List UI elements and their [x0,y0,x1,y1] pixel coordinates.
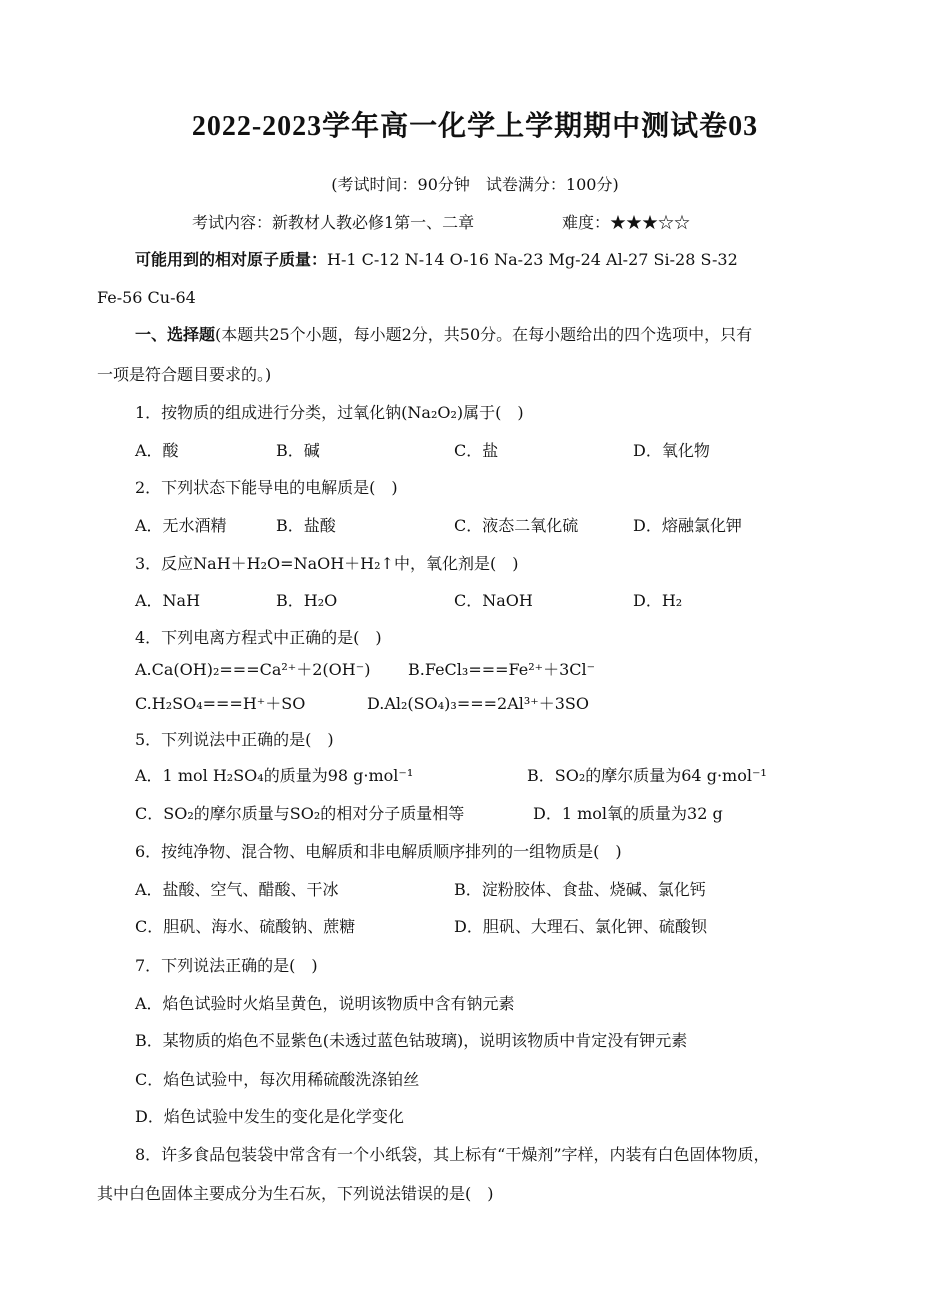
question-6-option-d: D．胆矾、大理石、氯化钾、硫酸钡 [454,917,707,936]
question-7-stem: 7．下列说法正确的是( ) [135,956,318,975]
question-1-option-b: B．碱 [276,441,320,460]
question-8-stem: 8．许多食品包装袋中常含有一个小纸袋，其上标有“干燥剂”字样，内装有白色固体物质， [135,1145,770,1164]
section-heading: 一、选择题 [135,325,216,344]
exam-content-scope: 考试内容：新教材人教必修1第一、二章 [192,213,475,232]
question-1-option-c: C．盐 [454,441,499,460]
question-1-stem: 1．按物质的组成进行分类，过氧化钠(Na₂O₂)属于( ) [135,403,524,422]
question-4-option-b: B.FeCl₃===Fe²⁺＋3Cl⁻ [408,660,596,679]
section-heading-line [135,324,752,346]
question-3-option-a: A．NaH [135,591,201,610]
section-description-2: 一项是符合题目要求的。) [97,365,272,384]
question-4-option-c: C.H₂SO₄===H⁺＋SO [135,694,306,713]
exam-time-info: (考试时间：90分钟 试卷满分：100分) [331,175,619,194]
question-5-option-c: C．SO₂的摩尔质量与SO₂的相对分子质量相等 [135,804,465,823]
question-2-option-a: A．无水酒精 [135,516,227,535]
exam-title: 2022-2023学年高一化学上学期期中测试卷03 [191,111,759,142]
atomic-mass-values-2: Fe-56 Cu-64 [97,288,196,307]
question-2-option-b: B．盐酸 [276,516,336,535]
question-1-option-a: A．酸 [135,441,179,460]
atomic-mass-values: H-1 C-12 N-14 O-16 Na-23 Mg-24 Al-27 Si-28 S-32 [327,250,738,269]
question-2-option-d: D．熔融氯化钾 [633,516,742,535]
section-description: (本题共25个小题，每小题2分，共50分。在每小题给出的四个选项中，只有 [215,325,753,344]
question-4-option-d: D.Al₂(SO₄)₃===2Al³⁺＋3SO [367,694,590,713]
question-7-option-b: B．某物质的焰色不显紫色(未透过蓝色钴玻璃)，说明该物质中肯定没有钾元素 [135,1031,688,1050]
question-1-option-d: D．氧化物 [633,441,710,460]
question-6-option-c: C．胆矾、海水、硫酸钠、蔗糖 [135,917,356,936]
atomic-mass-line [135,249,738,271]
question-7-option-a: A．焰色试验时火焰呈黄色，说明该物质中含有钠元素 [135,994,515,1013]
question-3-option-b: B．H₂O [276,591,338,610]
question-4-option-a: A.Ca(OH)₂===Ca²⁺＋2(OH⁻) [135,660,371,679]
difficulty-rating: 难度：★★★☆☆ [562,213,691,232]
question-3-stem: 3．反应NaH＋H₂O=NaOH＋H₂↑中，氧化剂是( ) [135,554,519,573]
question-7-option-d: D．焰色试验中发生的变化是化学变化 [135,1107,404,1126]
question-5-option-a: A．1 mol H₂SO₄的质量为98 g·mol⁻¹ [135,766,414,785]
question-6-option-a: A．盐酸、空气、醋酸、干冰 [135,880,339,899]
question-3-option-c: C．NaOH [454,591,533,610]
question-4-stem: 4．下列电离方程式中正确的是( ) [135,628,382,647]
question-5-option-d: D．1 mol氧的质量为32 g [533,804,723,823]
question-5-stem: 5．下列说法中正确的是( ) [135,730,334,749]
question-2-stem: 2．下列状态下能导电的电解质是( ) [135,478,398,497]
question-6-option-b: B．淀粉胶体、食盐、烧碱、氯化钙 [454,880,706,899]
question-8-stem-2: 其中白色固体主要成分为生石灰，下列说法错误的是( ) [97,1184,494,1203]
question-7-option-c: C．焰色试验中，每次用稀硫酸洗涤铂丝 [135,1070,420,1089]
atomic-mass-label: 可能用到的相对原子质量： [135,250,328,269]
question-6-stem: 6．按纯净物、混合物、电解质和非电解质顺序排列的一组物质是( ) [135,842,622,861]
question-5-option-b: B．SO₂的摩尔质量为64 g·mol⁻¹ [527,766,767,785]
question-3-option-d: D．H₂ [633,591,683,610]
question-2-option-c: C．液态二氧化硫 [454,516,579,535]
